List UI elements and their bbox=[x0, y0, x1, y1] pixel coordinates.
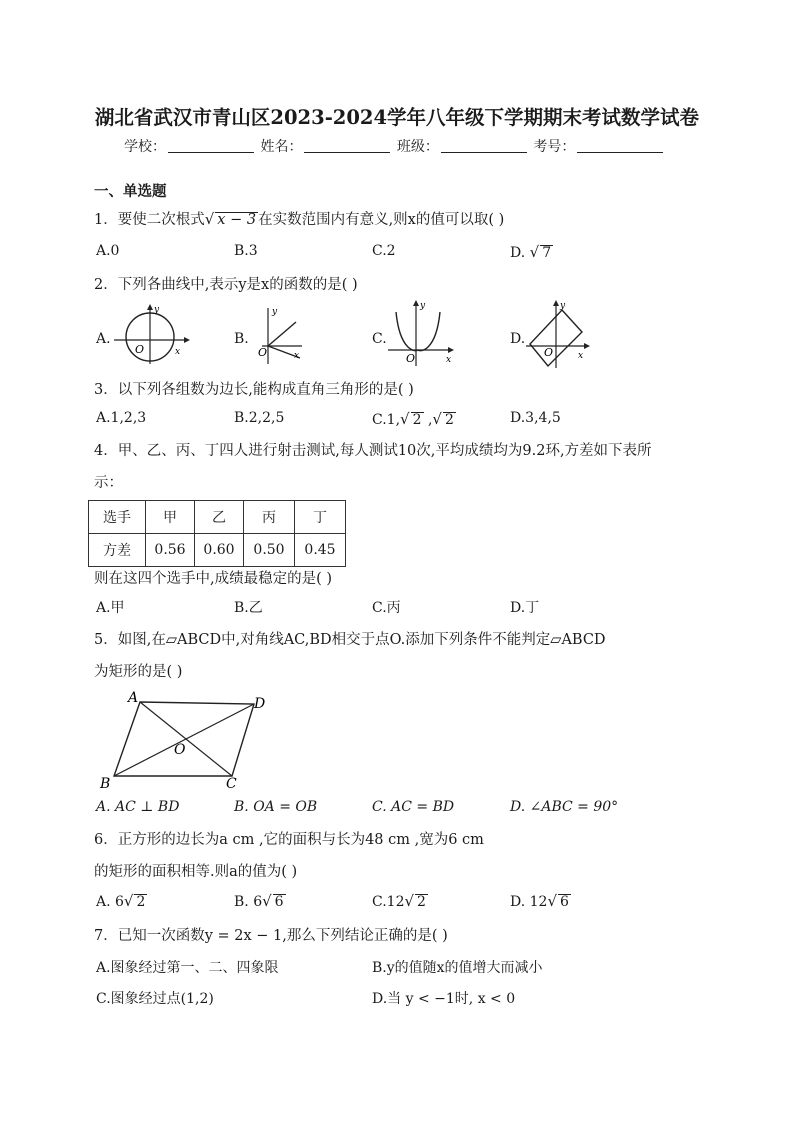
graph-a-x: x bbox=[175, 347, 181, 357]
question-1: 1．要使二次根式√ x − 3 在实数范围内有意义,则x的值可以取( ) bbox=[94, 210, 505, 228]
q2-option-a-label: A. bbox=[96, 331, 111, 347]
q1-option-c: C.2 bbox=[372, 243, 396, 259]
graph-b-rays bbox=[248, 302, 320, 368]
table-cell: 0.45 bbox=[295, 534, 346, 567]
table-cell: 甲 bbox=[146, 501, 195, 534]
section-heading: 一、单选题 bbox=[94, 183, 167, 200]
question-7: 7．已知一次函数y = 2x − 1,那么下列结论正确的是( ) bbox=[94, 928, 448, 944]
graph-d-origin: O bbox=[544, 346, 554, 359]
q5-option-c: C. AC = BD bbox=[372, 799, 455, 815]
class-blank bbox=[441, 152, 527, 153]
q6-option-a: A. 6√ 2 bbox=[96, 892, 146, 910]
name-label: 姓名： bbox=[260, 139, 303, 155]
q4-option-a: A.甲 bbox=[96, 600, 125, 616]
parallelogram-figure bbox=[96, 688, 276, 792]
q5-option-b: B. OA = OB bbox=[234, 799, 318, 815]
table-cell: 乙 bbox=[195, 501, 244, 534]
graph-c-y: y bbox=[420, 301, 426, 311]
q4-option-b: B.乙 bbox=[234, 600, 263, 616]
q1-radicand: x − 3 bbox=[217, 212, 257, 228]
graph-c-parabola bbox=[386, 298, 458, 368]
graph-a-y: y bbox=[154, 305, 160, 315]
question-4-line2: 示： bbox=[94, 475, 123, 491]
q4-option-d: D.丁 bbox=[510, 600, 540, 616]
question-4-line1: 4．甲、乙、丙、丁四人进行射击测试,每人测试10次,平均成绩均为9.2环,方差如下表所 bbox=[94, 443, 652, 459]
q6-option-c: C.12√ 2 bbox=[372, 892, 426, 910]
vertex-d-label: D bbox=[254, 696, 266, 712]
graph-d-x: x bbox=[578, 351, 584, 361]
variance-table bbox=[88, 500, 346, 567]
q7-option-a: A.图象经过第一、二、四象限 bbox=[96, 960, 279, 976]
table-cell: 方差 bbox=[89, 534, 146, 567]
graph-b-y: y bbox=[272, 307, 278, 317]
vertex-c-label: C bbox=[226, 776, 237, 792]
q2-option-b-label: B. bbox=[234, 331, 249, 347]
table-cell: 0.56 bbox=[146, 534, 195, 567]
q6-option-d: D. 12√ 6 bbox=[510, 892, 569, 910]
table-row bbox=[89, 534, 346, 567]
question-4-after: 则在这四个选手中,成绩最稳定的是( ) bbox=[94, 571, 333, 587]
q6-option-b: B. 6√ 6 bbox=[234, 892, 284, 910]
class-label: 班级： bbox=[396, 139, 439, 155]
q1-option-b: B.3 bbox=[234, 243, 258, 259]
q3-option-b: B.2,2,5 bbox=[234, 410, 285, 426]
q1-option-a: A.0 bbox=[96, 243, 120, 259]
question-6-line2: 的矩形的面积相等.则a的值为( ) bbox=[94, 864, 298, 880]
q7-option-d: D.当 y < −1时, x < 0 bbox=[372, 991, 516, 1007]
graph-b-x: x bbox=[294, 351, 300, 361]
q1-text-post: 在实数范围内有意义,则x的值可以取( ) bbox=[258, 212, 505, 228]
graph-c-origin: O bbox=[406, 352, 416, 365]
name-blank bbox=[304, 152, 390, 153]
question-6-line1: 6．正方形的边长为a cm ,它的面积与长为48 cm ,宽为6 cm bbox=[94, 832, 484, 848]
question-2: 2．下列各曲线中,表示y是x的函数的是( ) bbox=[94, 277, 358, 293]
table-row bbox=[89, 501, 346, 534]
q3-option-a: A.1,2,3 bbox=[96, 410, 147, 426]
q5-option-d: D. ∠ABC = 90° bbox=[510, 799, 619, 815]
student-info-line bbox=[124, 136, 665, 156]
table-cell: 0.50 bbox=[244, 534, 295, 567]
q3-option-d: D.3,4,5 bbox=[510, 410, 561, 426]
question-5-line2: 为矩形的是( ) bbox=[94, 664, 183, 680]
q1-option-d: D. √ 7 bbox=[510, 243, 552, 261]
q2-option-d-label: D. bbox=[510, 331, 526, 347]
q2-option-c-label: C. bbox=[372, 331, 387, 347]
q5-option-a: A. AC ⊥ BD bbox=[96, 799, 180, 815]
table-cell: 丁 bbox=[295, 501, 346, 534]
q1-text-pre: 1．要使二次根式 bbox=[94, 212, 205, 228]
table-cell: 选手 bbox=[89, 501, 146, 534]
number-label: 考号： bbox=[533, 139, 576, 155]
q7-option-b: B.y的值随x的值增大而减小 bbox=[372, 960, 543, 976]
graph-a-origin: O bbox=[135, 343, 145, 356]
vertex-b-label: B bbox=[100, 776, 111, 792]
q7-option-c: C.图象经过点(1,2) bbox=[96, 991, 214, 1007]
q3-option-c: C.1,√ 2 ,√ 2 bbox=[372, 410, 454, 428]
graph-c-x: x bbox=[446, 355, 452, 365]
question-5-line1: 5．如图,在▱ABCD中,对角线AC,BD相交于点O.添加下列条件不能判定▱ABCD bbox=[94, 632, 606, 648]
center-o-label: O bbox=[174, 742, 186, 758]
graph-d-y: y bbox=[560, 301, 566, 311]
school-blank bbox=[168, 152, 254, 153]
graph-d-rotated-square bbox=[522, 298, 592, 370]
vertex-a-label: A bbox=[128, 690, 139, 706]
graph-a-circle bbox=[110, 302, 192, 368]
q4-option-c: C.丙 bbox=[372, 600, 401, 616]
school-label: 学校： bbox=[124, 139, 166, 155]
table-cell: 丙 bbox=[244, 501, 295, 534]
question-3: 3．以下列各组数为边长,能构成直角三角形的是( ) bbox=[94, 382, 414, 398]
number-blank bbox=[577, 152, 663, 153]
table-cell: 0.60 bbox=[195, 534, 244, 567]
graph-b-origin: O bbox=[258, 346, 268, 359]
page-title: 湖北省武汉市青山区2023-2024学年八年级下学期期末考试数学试卷 bbox=[94, 106, 700, 129]
